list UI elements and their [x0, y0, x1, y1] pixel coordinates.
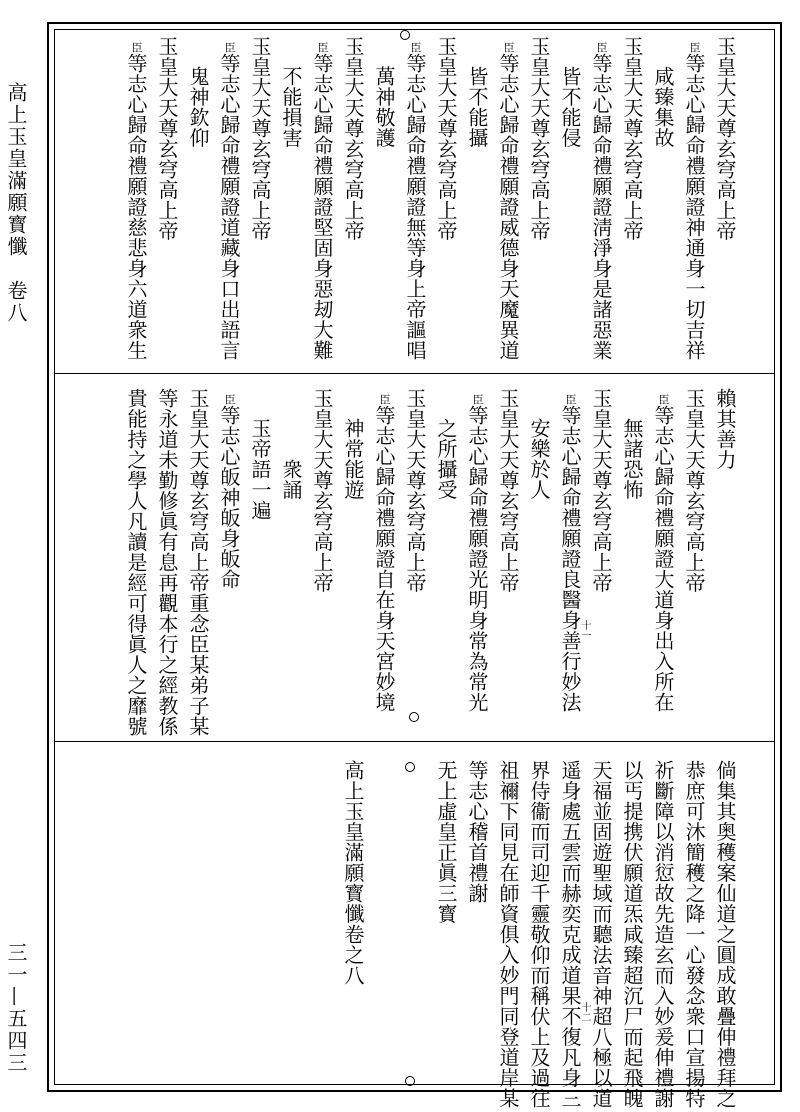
column-prefix: 臣: [409, 42, 422, 53]
text-column: [281, 418, 301, 500]
column-text: 祖禰下同見在師資俱入妙門同登道岸某: [496, 760, 520, 1109]
text-column: [188, 66, 208, 148]
text-column: [436, 36, 456, 241]
column-text: 等志心歸命禮願證慈悲身六道衆生: [124, 53, 148, 361]
column-text: 玉帝語一遍: [248, 418, 272, 521]
column-prefix: 臣: [471, 394, 484, 405]
column-text: 玉皇大天尊玄穹高上帝: [527, 36, 551, 241]
punctuation-circle: [405, 1076, 415, 1086]
column-text: 不能損害: [279, 66, 303, 148]
text-column: [653, 760, 673, 1109]
column-text: 祈斷障以消愆故先造玄而入妙爰伸禮謝: [651, 760, 675, 1109]
column-text: 以丐提携伏願道炁咸臻超沉尸而起飛魄: [620, 760, 644, 1109]
text-column: [498, 42, 518, 361]
text-column: [529, 418, 549, 500]
text-column: [622, 760, 642, 1109]
column-text: 玉皇大天尊玄穹高上帝: [155, 36, 179, 241]
text-column: [529, 760, 549, 1109]
text-column: [622, 36, 642, 241]
text-column: [188, 388, 208, 737]
column-text: 等志心皈神皈身皈命: [217, 405, 241, 590]
folio-mark-12: 十二: [579, 1002, 590, 1022]
column-text: 之所攝受: [434, 418, 458, 500]
text-column: [715, 388, 735, 470]
text-column: [126, 388, 146, 737]
column-text: 玉皇大天尊玄穹高上帝: [620, 36, 644, 241]
text-column: [529, 36, 549, 241]
column-prefix: 臣: [688, 42, 701, 53]
column-text: 遥身處五雲而赫奕克成道果不復凡身三: [558, 760, 582, 1109]
column-text: 神常能遊: [341, 418, 365, 500]
column-text: 安樂於人: [527, 418, 551, 500]
text-column: [374, 394, 394, 713]
column-text: 恭庶可沐簡穫之降一心發念衆口宣揚特: [682, 760, 706, 1109]
book-title: 高上玉皇滿願寳懺 卷八: [4, 82, 28, 324]
text-column: [312, 42, 332, 361]
panel-divider-2: [55, 741, 774, 742]
column-text: 賴其善力: [713, 388, 737, 470]
column-text: 玉皇大天尊玄穹高上帝: [434, 36, 458, 241]
column-text: 玉皇大天尊玄穹高上帝: [496, 388, 520, 593]
column-text: 皆不能攝: [465, 66, 489, 148]
column-text: 等志心稽首禮謝: [465, 760, 489, 904]
column-prefix: 臣: [223, 42, 236, 53]
text-column: [591, 388, 611, 593]
column-text: 等志心歸命禮願證神通身一切吉祥: [682, 53, 706, 361]
column-prefix: 臣: [657, 394, 670, 405]
text-column: [436, 760, 456, 924]
text-column: [684, 760, 704, 1109]
text-column: [684, 42, 704, 361]
column-text: 等志心歸命禮願證光明身常為常光: [465, 405, 489, 713]
column-text: 等志心歸命禮願證道藏身口出語言: [217, 53, 241, 361]
punctuation-circle: [405, 762, 415, 772]
column-prefix: 臣: [223, 394, 236, 405]
column-text: 咸臻集故: [651, 66, 675, 148]
text-column: [591, 760, 611, 1109]
text-column: [281, 66, 301, 148]
column-prefix: 臣: [316, 42, 329, 53]
column-text: 玉皇大天尊玄穹高上帝: [713, 36, 737, 241]
text-column: [622, 418, 642, 500]
folio-mark-11: 十一: [579, 620, 590, 640]
column-text: 倘集其奥穫案仙道之圓成敢疊伸禮拜之: [713, 760, 737, 1109]
column-text: 等志心歸命禮願證威德身天魔異道: [496, 53, 520, 361]
column-text: 界侍衞而司迎千靈敬仰而稱伏上及過往: [527, 760, 551, 1109]
column-text: 等志心歸命禮願證良醫身善行妙法: [558, 405, 582, 713]
text-column: [498, 388, 518, 593]
text-column: [250, 36, 270, 241]
text-column: [715, 36, 735, 241]
punctuation-circle: [409, 712, 419, 722]
column-text: 衆誦: [279, 418, 303, 500]
column-text: 等永道未勤修眞有息再觀本行之經教係: [155, 388, 179, 737]
text-column: [560, 760, 580, 1109]
text-column: [219, 394, 239, 590]
column-text: 无上虛皇正眞三寳: [434, 760, 458, 924]
column-text: 等志心歸命禮願證大道身出入所在: [651, 405, 675, 713]
text-column: [715, 760, 735, 1109]
column-text: 萬神敬護: [372, 66, 396, 148]
column-prefix: 臣: [502, 42, 515, 53]
column-text: 等志心歸命禮願證淸淨身是諸惡業: [589, 53, 613, 361]
text-column: [126, 42, 146, 361]
column-text: 天福並固遊聖域而聽法音神超八極以道: [589, 760, 613, 1109]
text-column: [343, 760, 363, 986]
text-column: [498, 760, 518, 1109]
text-column: [591, 42, 611, 361]
text-column: [250, 418, 270, 521]
punctuation-circle: [400, 30, 410, 40]
column-text: 玉皇大天尊玄穹高上帝: [341, 36, 365, 241]
text-column: [312, 388, 332, 593]
column-prefix: 臣: [564, 394, 577, 405]
column-text: 玉皇大天尊玄穹高上帝: [682, 388, 706, 593]
text-column: [343, 36, 363, 241]
text-column: [219, 42, 239, 361]
column-text: 無諸恐怖: [620, 418, 644, 500]
column-text: 貴能持之學人凡讀是經可得眞人之靡號: [124, 388, 148, 737]
column-text: 玉皇大天尊玄穹高上帝重念臣某弟子某: [186, 388, 210, 737]
text-column: [653, 394, 673, 713]
column-text: 玉皇大天尊玄穹高上帝: [403, 388, 427, 593]
column-text: 高上玉皇滿願寳懺卷之八: [341, 760, 365, 986]
column-text: 等志心歸命禮願證無等身上帝謳唱: [403, 53, 427, 361]
column-text: 鬼神欽仰: [186, 66, 210, 148]
text-column: [560, 66, 580, 148]
text-column: [467, 66, 487, 148]
column-text: 等志心歸命禮願證堅固身惡刼大難: [310, 53, 334, 361]
text-column: [560, 394, 580, 713]
column-text: 玉皇大天尊玄穹高上帝: [248, 36, 272, 241]
text-column: [405, 42, 425, 361]
column-text: 皆不能侵: [558, 66, 582, 148]
text-column: [467, 760, 487, 904]
text-column: [653, 66, 673, 148]
column-text: 玉皇大天尊玄穹高上帝: [310, 388, 334, 593]
text-column: [343, 418, 363, 500]
text-column: [436, 418, 456, 500]
column-text: 玉皇大天尊玄穹高上帝: [589, 388, 613, 593]
text-column: [405, 388, 425, 593]
panel-divider-1: [55, 373, 774, 374]
column-prefix: 臣: [130, 42, 143, 53]
text-column: [157, 388, 177, 737]
text-column: [684, 388, 704, 593]
column-prefix: 臣: [595, 42, 608, 53]
text-column: [374, 66, 394, 148]
text-column: [157, 36, 177, 241]
page-number: 三一—五四三: [4, 942, 28, 1074]
column-prefix: 臣: [378, 394, 391, 405]
text-column: [467, 394, 487, 713]
column-text: 等志心歸命禮願證自在身天宮妙境: [372, 405, 396, 713]
